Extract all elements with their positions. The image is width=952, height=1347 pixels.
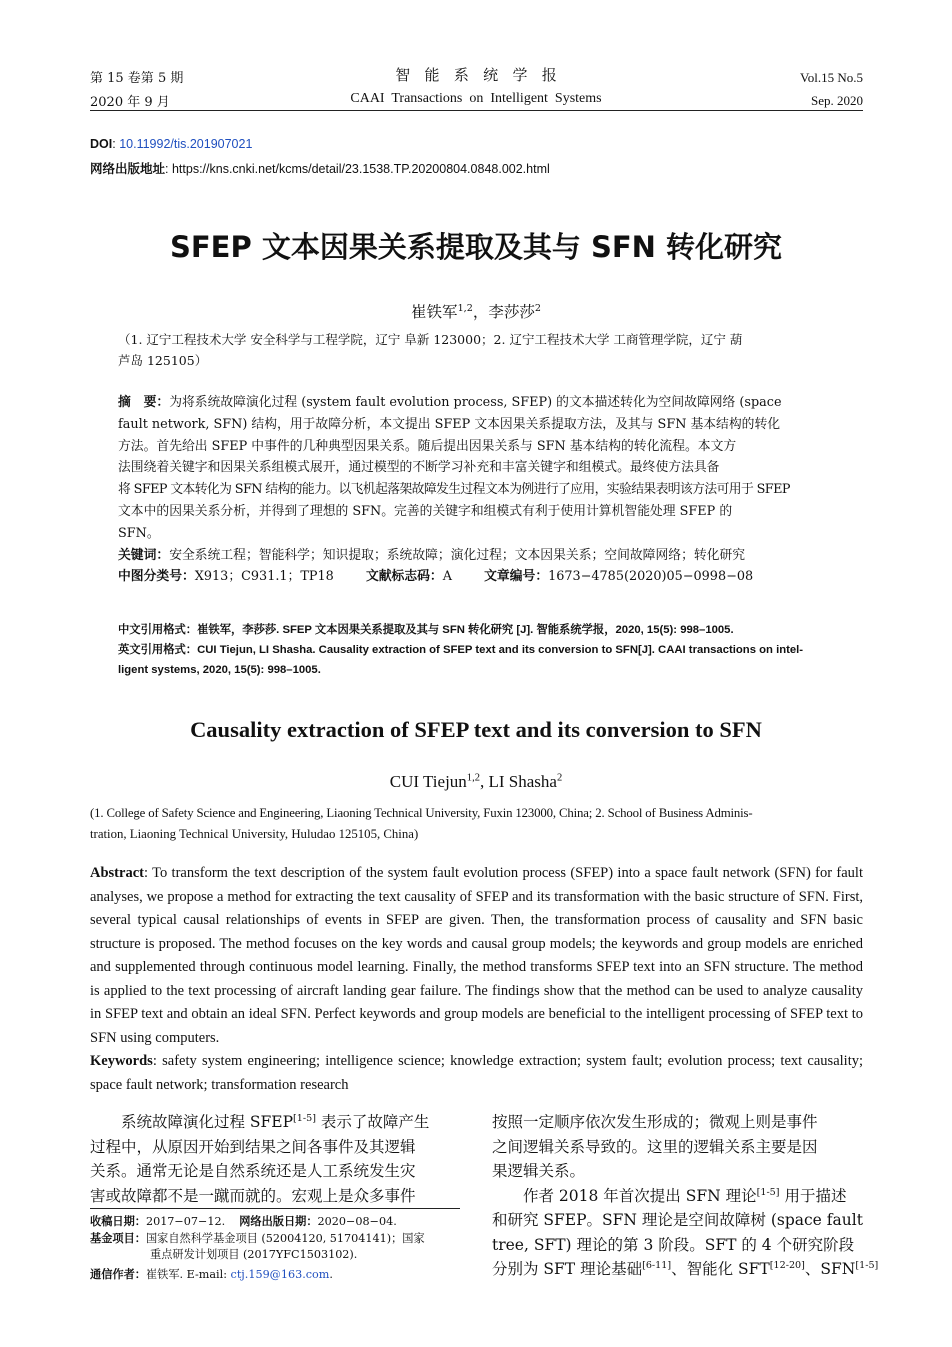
footnote-dates: 收稿日期：2017−07−12. 网络出版日期：2020−08−04. <box>90 1214 397 1228</box>
body-left-line: 关系。通常无论是自然系统还是人工系统发生灾 <box>90 1162 416 1180</box>
affiliation-en-line2: tration, Liaoning Technical University, Huludao 125105, China) <box>90 827 419 841</box>
abstract-en <box>90 862 863 1097</box>
abstract-cn-line: 文本中的因果关系分析，并得到了理想的 SFN。完善的关键字和组模式有利于使用计算机智能处理 SFEP 的 <box>118 503 733 519</box>
body-left-column <box>90 1110 460 1208</box>
keywords-cn-label: 关键词： <box>118 547 170 563</box>
abstract-en-label: Abstract <box>90 865 144 881</box>
citation-en-cont: ligent systems, 2020, 15(5): 998–1005. <box>118 664 321 676</box>
header-rule <box>90 110 863 111</box>
doi-sep: : <box>112 137 120 151</box>
body-right-line: tree, SFT) 理论的第 3 阶段。SFT 的 4 个研究阶段 <box>492 1235 855 1254</box>
body-right-line: 作者 2018 年首次提出 SFN 理论[1-5] 用于描述 <box>492 1186 847 1205</box>
affiliation-cn <box>118 329 838 371</box>
citation-block <box>118 620 838 680</box>
body-left-line: 过程中，从原因开始到结果之间各事件及其逻辑 <box>90 1137 416 1156</box>
doc-code-label: 文献标志码： <box>365 569 443 585</box>
affiliation-en-line1: (1. College of Safety Science and Engineering, Liaoning Technical University, Fuxin 123000, China; 2. School of Business Adminis- <box>90 806 753 820</box>
affiliation-en <box>90 803 865 845</box>
author1-cn: 崔铁军 <box>411 303 458 321</box>
author-sep-cn: ，李莎莎 <box>472 303 535 321</box>
affiliation-cn-line2: 芦岛 125105） <box>118 353 208 368</box>
body-left-line: 系统故障演化过程 SFEP[1-5] 表示了故障产生 <box>90 1112 430 1131</box>
body-right-line: 按照一定顺序依次发生形成的；微观上则是事件 <box>492 1113 818 1131</box>
citation-cn: 中文引用格式：崔铁军，李莎莎. SFEP 文本因果关系提取及其与 SFN 转化研究 [J]. 智能系统学报，2020, 15(5): 998–1005. <box>118 624 734 636</box>
authors-cn <box>0 300 952 322</box>
author2-cn-sup: 2 <box>534 302 541 314</box>
footnote-fund: 基金项目：国家自然科学基金项目 (52004120, 51704141)；国家 <box>90 1231 425 1245</box>
doi-link[interactable]: 10.11992/tis.201907021 <box>119 137 253 151</box>
abstract-cn-line: 法围绕着关键字和因果关系组模式展开，通过模型的不断学习补充和丰富关键字和组模式。最终使方法具备 <box>118 460 720 476</box>
body-right-line: 和研究 SFEP。SFN 理论是空间故障树 (space fault <box>492 1211 863 1229</box>
header-journal-cn: 智 能 系 统 学 报 <box>395 66 557 84</box>
body-right-line: 分别为 SFT 理论基础[6-11]、智能化 SFT[12-20]、SFN[1-5] <box>492 1259 879 1278</box>
online-sep: : <box>165 162 172 176</box>
affiliation-cn-line1: （1. 辽宁工程技术大学 安全科学与工程学院，辽宁 阜新 123000；2. 辽宁工程技术大学 工商管理学院，辽宁 葫 <box>118 332 743 347</box>
classification-cn: 中图分类号：X913；C931.1；TP18 文献标志码：A 文章编号：1673−4785(2020)05−0998−08 <box>118 569 754 585</box>
reference-mark[interactable]: [1-5] <box>756 1186 780 1198</box>
abstract-cn-line: 方法。首先给出 SFEP 中事件的几种典型因果关系。随后提出因果关系与 SFN 基本结构的转化流程。本文方 <box>118 438 737 454</box>
citation-en: 英文引用格式：CUI Tiejun, LI Shasha. Causality extraction of SFEP text and its conversion to SFN[J]. CAAI transactions on intel- <box>118 644 804 656</box>
author1-en: CUI Tiejun <box>389 772 467 791</box>
reference-mark[interactable]: [1-5] <box>293 1112 316 1124</box>
online-line <box>90 159 550 177</box>
article-no-label: 文章编号： <box>484 569 549 585</box>
abstract-en-text: : To transform the text description of the system fault evolution process (SFEP) into a space fault network (SFN) for fault analyses, we propose a method for extracting the text causality of SFEP and its transformation with the basic structure of SFN. First, several typical causal relationships of events in SFEP are given. Then, the transformation process of causality and SFN basic structure is proposed. The method focuses on the key words and causal group models; the keywords and group models are enriched and supplemented through continuous model learning. Finally, the method transforms SFEP text into an SFN structure. The method is applied to the text processing of aircraft landing gear failure. The findings show that the method can be used to analyze causality in SFEP text and obtain an ideal SFN. Perfect keywords and group models are beneficial to the intelligent processing of SFEP text to SFN using computers. <box>90 865 863 1046</box>
page-title-cn: SFEP 文本因果关系提取及其与 SFN 转化研究 <box>169 230 783 264</box>
abstract-cn <box>118 392 838 588</box>
header-date: 2020 年 9 月 <box>90 95 170 110</box>
author1-en-sup: 1,2 <box>466 772 480 784</box>
clc-label: 中图分类号： <box>118 569 195 585</box>
email-link[interactable]: ctj.159@163.com <box>230 1268 330 1281</box>
footnote-fund-cont: 重点研发计划项目 (2017YFC1503102). <box>150 1248 358 1261</box>
keywords-en-label: Keywords <box>90 1053 153 1069</box>
author2-en-sup: 2 <box>556 772 563 784</box>
footnote <box>90 1213 462 1283</box>
reference-mark[interactable]: [1-5] <box>855 1259 879 1271</box>
header-volume: 第 15 卷第 5 期 <box>90 71 184 86</box>
body-right-line: 果逻辑关系。 <box>492 1162 586 1180</box>
abstract-cn-line: fault network, SFN) 结构，用于故障分析，本文提出 SFEP 文本因果关系提取方法，及其与 SFN 基本结构的转化 <box>118 416 781 432</box>
footnote-corr: 通信作者：崔铁军. E-mail: ctj.159@163.com. <box>90 1267 333 1281</box>
abstract-cn-line: 将 SFEP 文本转化为 SFN 结构的能力。以飞机起落架故障发生过程文本为例进行了应用，实验结果表明该方法可用于 SFEP <box>118 482 790 498</box>
online-label: 网络出版地址 <box>90 162 166 176</box>
online-url[interactable]: https://kns.cnki.net/kcms/detail/23.1538.TP.20200804.0848.002.html <box>171 162 550 176</box>
abstract-cn-line: 摘 要：为将系统故障演化过程 (system fault evolution process, SFEP) 的文本描述转化为空间故障网络 (space <box>118 395 782 410</box>
header-journal-en: CAAI Transactions on Intelligent Systems <box>350 91 602 106</box>
doi-label: DOI <box>90 137 113 151</box>
author-sep-en: , LI Shasha <box>479 772 557 791</box>
keywords-cn: 关键词：安全系统工程；智能科学；知识提取；系统故障；演化过程；文本因果关系；空间故障网络；转化研究 <box>118 547 746 563</box>
body-left-line: 害或故障都不是一蹴而就的。宏观上是众多事件 <box>90 1186 416 1205</box>
body-right-line: 之间逻辑关系导致的。这里的逻辑关系主要是因 <box>492 1137 818 1156</box>
reference-mark[interactable]: [6-11] <box>642 1259 672 1271</box>
abstract-cn-label: 摘 要： <box>118 395 170 410</box>
page-title-en: Causality extraction of SFEP text and its conversion to SFN <box>190 717 762 742</box>
reference-mark[interactable]: [12-20] <box>769 1259 805 1271</box>
keywords-en-text: : safety system engineering; intelligence science; knowledge extraction; system fault; evolution process; text causality; space fault network; transformation research <box>90 1053 863 1093</box>
body-right-column <box>492 1110 879 1282</box>
header-date-en: Sep. 2020 <box>811 93 863 108</box>
header-vol-en: Vol.15 No.5 <box>800 70 863 85</box>
doi-line <box>90 137 252 151</box>
footnote-rule <box>90 1208 460 1209</box>
abstract-cn-line: SFN。 <box>118 525 160 541</box>
author1-cn-sup: 1,2 <box>457 302 473 314</box>
authors-en <box>0 772 952 792</box>
